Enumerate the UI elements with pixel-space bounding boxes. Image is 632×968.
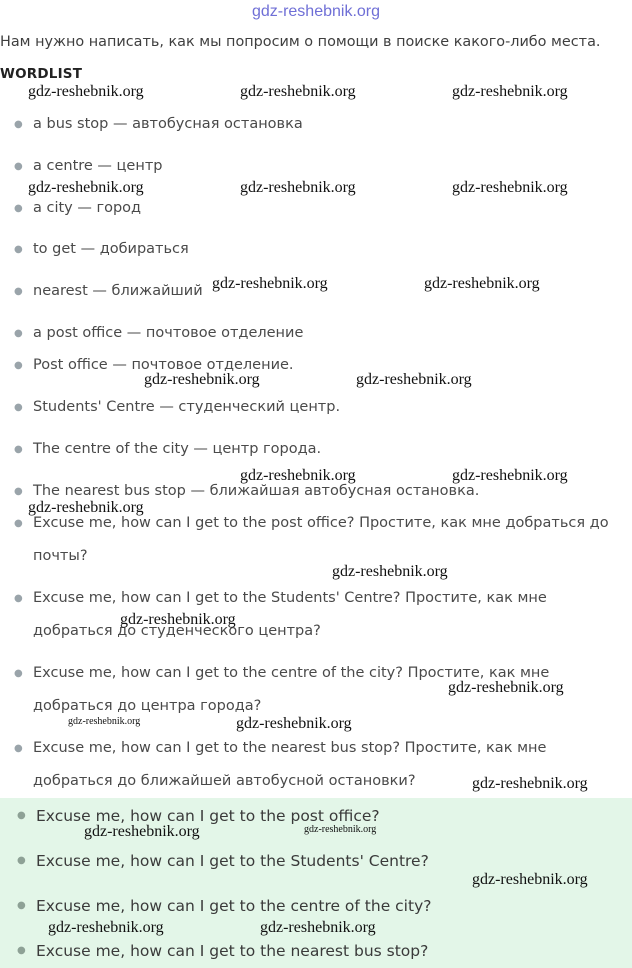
watermark: gdz-reshebnik.org — [28, 179, 144, 196]
wordlist-item: ● The centre of the city — центр города. — [14, 433, 624, 466]
bullet-icon: ● — [14, 402, 23, 413]
watermark: gdz-reshebnik.org — [332, 563, 448, 580]
bullet-icon: ● — [14, 518, 23, 529]
bullet-icon: ● — [17, 945, 26, 956]
watermark: gdz-reshebnik.org — [424, 275, 540, 292]
bullet-icon: ● — [14, 593, 23, 604]
wordlist-item: ● Excuse me, how can I get to the centre of the city? Простите, как мне добраться до центра города? — [14, 657, 624, 723]
bullet-icon: ● — [17, 810, 26, 821]
wordlist-item: ● Excuse me, how can I get to the Students' Centre? Простите, как мне добраться до студенческого центра? — [14, 582, 624, 648]
wordlist-item: ● nearest — ближайший — [14, 275, 624, 308]
watermark: gdz-reshebnik.org — [120, 611, 236, 628]
wordlist-item: ● Students' Centre — студенческий центр. — [14, 391, 624, 424]
watermark: gdz-reshebnik.org — [240, 83, 356, 100]
wordlist-item: ● a bus stop — автобусная остановка — [14, 108, 624, 141]
watermark: gdz-reshebnik.org — [68, 716, 141, 727]
watermark: gdz-reshebnik.org — [48, 919, 164, 936]
site-header — [0, 0, 632, 26]
wordlist-item: ● Post office — почтовое отделение. — [14, 349, 624, 382]
wordlist-item: ● to get — добираться — [14, 233, 624, 266]
watermark: gdz-reshebnik.org — [472, 871, 588, 888]
wordlist-item: ● a centre — центр — [14, 150, 624, 183]
wordlist-item: ● a city — город — [14, 192, 624, 225]
watermark: gdz-reshebnik.org — [84, 823, 200, 840]
bullet-icon: ● — [14, 668, 23, 679]
watermark: gdz-reshebnik.org — [236, 715, 352, 732]
watermark: gdz-reshebnik.org — [240, 467, 356, 484]
wordlist-item: ● The nearest bus stop — ближайшая автобусная остановка. — [14, 475, 624, 508]
answer-item: ● Excuse me, how can I get to the nearest bus stop? — [17, 939, 627, 963]
wordlist-item: ● Excuse me, how can I get to the nearest bus stop? Простите, как мне добраться до ближайшей автобусной остановки? — [14, 732, 624, 798]
answer-item: ● Excuse me, how can I get to the Students' Centre? — [17, 849, 627, 873]
site-link[interactable]: gdz-reshebnik.org — [251, 3, 381, 20]
watermark: gdz-reshebnik.org — [452, 83, 568, 100]
watermark: gdz-reshebnik.org — [28, 499, 144, 516]
bullet-icon: ● — [14, 161, 23, 172]
watermark: gdz-reshebnik.org — [452, 467, 568, 484]
bullet-icon: ● — [14, 286, 23, 297]
bullet-icon: ● — [17, 855, 26, 866]
watermark: gdz-reshebnik.org — [472, 775, 588, 792]
watermark: gdz-reshebnik.org — [28, 83, 144, 100]
wordlist-item: ● a post office — почтовое отделение — [14, 317, 624, 350]
intro-text: Нам нужно написать, как мы попросим о помощи в поиске какого-либо места. — [0, 34, 601, 50]
bullet-icon: ● — [14, 360, 23, 371]
answer-item: ● Excuse me, how can I get to the post office? — [17, 804, 627, 828]
watermark: gdz-reshebnik.org — [240, 179, 356, 196]
wordlist-item: ● Excuse me, how can I get to the post office? Простите, как мне добраться до почты? — [14, 507, 624, 573]
watermark: gdz-reshebnik.org — [144, 371, 260, 388]
watermark: gdz-reshebnik.org — [260, 919, 376, 936]
bullet-icon: ● — [14, 743, 23, 754]
bullet-icon: ● — [14, 444, 23, 455]
watermark: gdz-reshebnik.org — [448, 679, 564, 696]
watermark: gdz-reshebnik.org — [356, 371, 472, 388]
bullet-icon: ● — [14, 119, 23, 130]
bullet-icon: ● — [14, 244, 23, 255]
bullet-icon: ● — [14, 328, 23, 339]
watermark: gdz-reshebnik.org — [304, 824, 377, 835]
bullet-icon: ● — [14, 203, 23, 214]
watermark: gdz-reshebnik.org — [452, 179, 568, 196]
wordlist-heading: WORDLIST — [0, 66, 83, 82]
watermark: gdz-reshebnik.org — [212, 275, 328, 292]
answer-item: ● Excuse me, how can I get to the centre of the city? — [17, 894, 627, 918]
bullet-icon: ● — [17, 900, 26, 911]
bullet-icon: ● — [14, 486, 23, 497]
